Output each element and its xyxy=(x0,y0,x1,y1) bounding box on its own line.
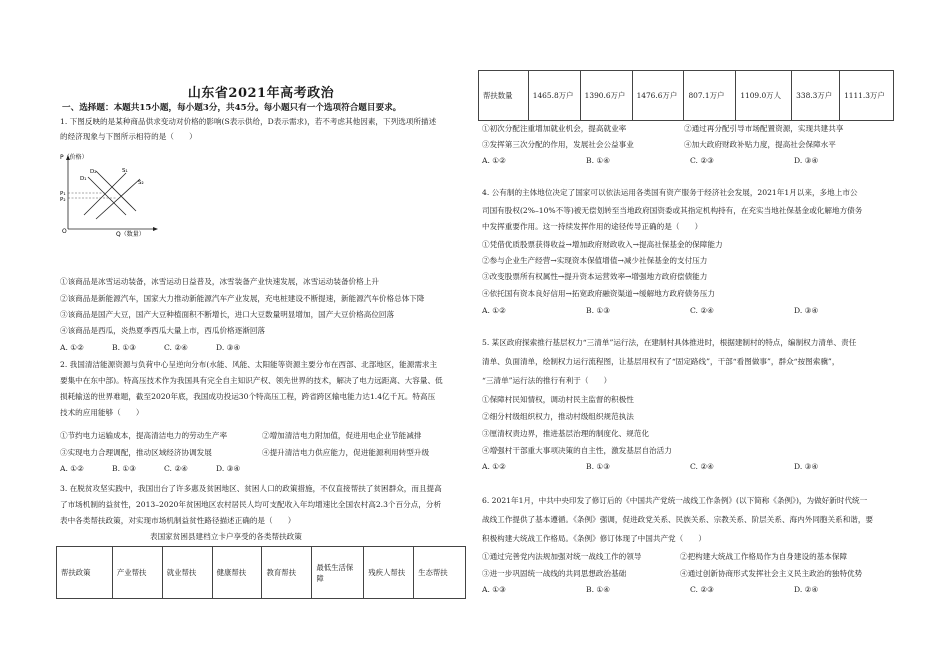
q6-option-4: ④通过创新协商形式发挥社会主义民主政治的独特优势 xyxy=(680,569,863,578)
supply-curve-s2 xyxy=(96,179,140,219)
q3-option-2: ②通过再分配引导市场配置资源，实现共建共享 xyxy=(684,124,844,133)
q2-answer-c: C. ②④ xyxy=(164,464,188,473)
q6-option-2: ②把构建大统战工作格局作为自身建设的基本保障 xyxy=(680,552,848,561)
q5-answer-a: A. ①② xyxy=(482,462,506,471)
q1-stem-line-2: 的经济现象与下图所示相符的是（ ） xyxy=(60,132,197,141)
q6-option-1: ①通过完善党内法规加强对统一战线工作的领导 xyxy=(482,552,642,561)
table-cell: 338.3万户 xyxy=(792,71,840,121)
q4-option-3: ③改变股票所有权属性→提升资本运营效率→增强地方政府偿债能力 xyxy=(482,272,708,281)
q3-answer-d: D. ③④ xyxy=(794,156,819,165)
q4-option-1: ①凭借优质股票获得收益→增加政府财政收入→提高社保基金的保障能力 xyxy=(482,240,723,249)
table-cell: 1476.6万户 xyxy=(632,71,684,121)
q3-stem-line-1: 3. 在脱贫攻坚实践中，我国出台了许多惠及贫困地区、贫困人口的政策措施，不仅直接帮扶了贫困群众，而且提高 xyxy=(60,484,442,493)
q5-option-2: ②细分村级组织权力，推动村级组织规范执法 xyxy=(482,412,634,421)
q1-answer-d: D. ③④ xyxy=(216,343,241,352)
q4-option-2: ②参与企业生产经营→实现资本保值增值→减少社保基金的支付压力 xyxy=(482,256,708,265)
page-title: 山东省2021年高考政治 xyxy=(187,86,335,101)
table-cell: 最低生活保障 xyxy=(312,547,364,599)
p2-label: P₂ xyxy=(60,197,66,203)
q2-stem-line-4: 技术的应用能够（ ） xyxy=(60,408,144,417)
q3-table-values xyxy=(478,70,894,121)
section-title: 一、选择题：本题共15小题，每小题3分，共45分。每小题只有一个选项符合题目要求。 xyxy=(62,103,402,113)
table-cell: 1465.8万户 xyxy=(528,71,580,121)
table-cell: 就业帮扶 xyxy=(162,547,212,599)
q4-stem-line-2: 司国有股权(2%–10%不等)被无偿划转至当地政府国资委或其指定机构持有，在充实当地社保基金或化解地方债务 xyxy=(482,206,863,215)
q2-option-4: ④提升清洁电力供应能力，促进能源利用转型升级 xyxy=(262,448,430,457)
q2-stem-line-2: 要集中在东中部)。特高压技术作为我国具有完全自主知识产权、领先世界的技术，解决了电力远距离、大容量、低 xyxy=(60,376,443,385)
table-cell: 807.1万户 xyxy=(684,71,736,121)
table-cell: 1111.3万户 xyxy=(840,71,894,121)
q2-stem-line-3: 损耗输送的世界难题，截至2020年底，我国成功投运30个特高压工程，跨省跨区输电能力达1.4亿千瓦。特高压 xyxy=(60,392,436,401)
table-cell: 1109.0万人 xyxy=(736,71,792,121)
d2-label: D₂ xyxy=(90,169,97,175)
q5-option-1: ①保障村民知情权，调动村民主监督的积极性 xyxy=(482,395,634,404)
q2-option-1: ①节约电力运输成本，提高清洁电力的劳动生产率 xyxy=(60,431,228,440)
q6-answer-a: A. ①③ xyxy=(482,585,506,594)
q1-option-2: ②该商品是新能源汽车，国家大力推动新能源汽车产业发展，充电桩建设不断提速，新能源汽车价格总体下降 xyxy=(60,294,425,303)
q1-answer-c: C. ②④ xyxy=(164,343,188,352)
q4-stem-line-3: 中发挥重要作用。这一持续发挥作用的途径传导正确的是（ ） xyxy=(482,222,703,231)
q6-answer-b: B. ①④ xyxy=(586,585,611,594)
q4-answer-b: B. ①③ xyxy=(586,306,611,315)
q3-answers xyxy=(482,156,898,165)
q6-stem-line-3: 积极构建大统战工作格局。《条例》修订体现了中国共产党（ ） xyxy=(482,534,707,543)
q3-stem-line-3: 表中各类帮扶政策，对实现市场机制益贫性路径描述正确的是（ ） xyxy=(60,516,296,525)
q3-table-policies xyxy=(56,546,466,599)
origin-label: O xyxy=(62,228,67,235)
q1-stem-line-1: 1. 下图反映的是某种商品供求变动对价格的影响(S表示供给，D表示需求)，若不考虑其他因素，下列选项所描述 xyxy=(60,117,437,126)
q4-answer-d: D. ③④ xyxy=(794,306,819,315)
q3-option-4: ④加大政府财政补贴力度，提高社会保障水平 xyxy=(684,140,836,149)
y-axis-label: P（价格） xyxy=(60,154,88,161)
q2-answer-a: A. ①② xyxy=(60,464,84,473)
q1-option-3: ③该商品是国产大豆，国产大豆种植面积不断增长，进口大豆数量明显增加，国产大豆价格高位回落 xyxy=(60,310,395,319)
d1-label: D₁ xyxy=(80,176,87,182)
x-axis-label: Q（数量） xyxy=(116,231,145,238)
q5-option-3: ③厘清权责边界，推进基层治理的制度化、规范化 xyxy=(482,429,650,438)
s2-label: S₂ xyxy=(138,180,144,186)
s1-label: S₁ xyxy=(122,168,128,174)
q5-answer-d: D. ③④ xyxy=(794,462,819,471)
supply-demand-chart xyxy=(60,153,160,239)
q6-stem-line-2: 战线工作提供了基本遵循。《条例》强调，促进政党关系、民族关系、宗教关系、阶层关系、海内外同胞关系和谐，要 xyxy=(482,515,874,524)
q5-stem-line-3: “三清单”运行法的推行有利于（ ） xyxy=(482,376,612,385)
q1-answers xyxy=(60,343,268,352)
table-cell: 健康帮扶 xyxy=(212,547,262,599)
q2-option-2: ②增加清洁电力附加值，促进用电企业节能减排 xyxy=(262,431,422,440)
q3-stem-line-2: 了市场机制的益贫性，2013–2020年贫困地区农村居民人均可支配收入年均增速比全国农村高2.3个百分点，分析 xyxy=(60,500,442,509)
q5-stem-line-2: 清单、负面清单，绘制权力运行流程图，让基层用权有了“固定路线”，干部“看图做事”，群众“按图索骥”， xyxy=(482,357,840,366)
x-axis-arrow xyxy=(153,227,158,231)
table-cell: 教育帮扶 xyxy=(262,547,312,599)
q1-option-1: ①该商品是冰雪运动装备，冰雪运动日益普及，冰雪装备产业快速发展，冰雪运动装备价格上升 xyxy=(60,277,379,286)
q5-answer-c: C. ②④ xyxy=(690,462,714,471)
q1-answer-b: B. ①③ xyxy=(112,343,137,352)
q2-answers xyxy=(60,464,268,473)
q5-option-4: ④增强村干部重大事项决策的自主性，激发基层自治活力 xyxy=(482,446,672,455)
q1-answer-a: A. ①② xyxy=(60,343,84,352)
q5-answers xyxy=(482,462,898,471)
table-cell: 产业帮扶 xyxy=(112,547,162,599)
q3-option-3: ③发挥第三次分配的作用，发展社会公益事业 xyxy=(482,140,634,149)
q3-answer-c: C. ②③ xyxy=(690,156,714,165)
q4-stem-line-1: 4. 公有制的主体地位决定了国家可以依法运用各类国有资产服务于经济社会发展，2021年1月以来，多地上市公 xyxy=(482,188,858,197)
q4-answers xyxy=(482,306,898,315)
p1-label: P₁ xyxy=(60,191,66,197)
q4-option-4: ④依托国有资本良好信用→拓宽政府融资渠道→缓解地方政府债务压力 xyxy=(482,289,715,298)
q6-answer-d: D. ②④ xyxy=(794,585,819,594)
q1-option-4: ④该商品是西瓜，炎热夏季西瓜大量上市，西瓜价格逐渐回落 xyxy=(60,326,266,335)
q4-answer-c: C. ②④ xyxy=(690,306,714,315)
q5-stem-line-1: 5. 某区政府探索推行基层权力“三清单”运行法，在建制村具体推进时，根据建制村的特点，编制权力清单、责任 xyxy=(482,338,857,347)
q4-answer-a: A. ①② xyxy=(482,306,506,315)
q3-table-caption: 表国家贫困县建档立卡户享受的各类帮扶政策 xyxy=(150,532,302,541)
q3-answer-b: B. ①④ xyxy=(586,156,611,165)
table-row xyxy=(479,71,894,121)
table-row xyxy=(57,547,466,599)
q2-option-3: ③实现电力合理调配，推动区域经济协调发展 xyxy=(60,448,212,457)
q5-answer-b: B. ①③ xyxy=(586,462,611,471)
q6-answer-c: C. ②③ xyxy=(690,585,714,594)
q6-stem-line-1: 6. 2021年1月，中共中央印发了修订后的《中国共产党统一战线工作条例》(以下简称《条例》)，为做好新时代统一 xyxy=(482,496,868,505)
q2-answer-b: B. ①③ xyxy=(112,464,137,473)
table-cell: 1390.6万户 xyxy=(580,71,632,121)
table-cell: 帮扶数量 xyxy=(479,71,529,121)
q3-answer-a: A. ①② xyxy=(482,156,506,165)
table-cell: 帮扶政策 xyxy=(57,547,113,599)
q6-option-3: ③进一步巩固统一战线的共同思想政治基础 xyxy=(482,569,627,578)
q6-answers xyxy=(482,585,898,594)
q2-answer-d: D. ③④ xyxy=(216,464,241,473)
table-cell: 残疾人帮扶 xyxy=(364,547,414,599)
q2-stem-line-1: 2. 我国清洁能源资源与负荷中心呈逆向分布(水能、风能、太阳能等资源主要分布在西部、北部地区，能源需求主 xyxy=(60,360,438,369)
q3-option-1: ①初次分配注重增加就业机会，提高就业率 xyxy=(482,124,627,133)
table-cell: 生态帮扶 xyxy=(414,547,466,599)
